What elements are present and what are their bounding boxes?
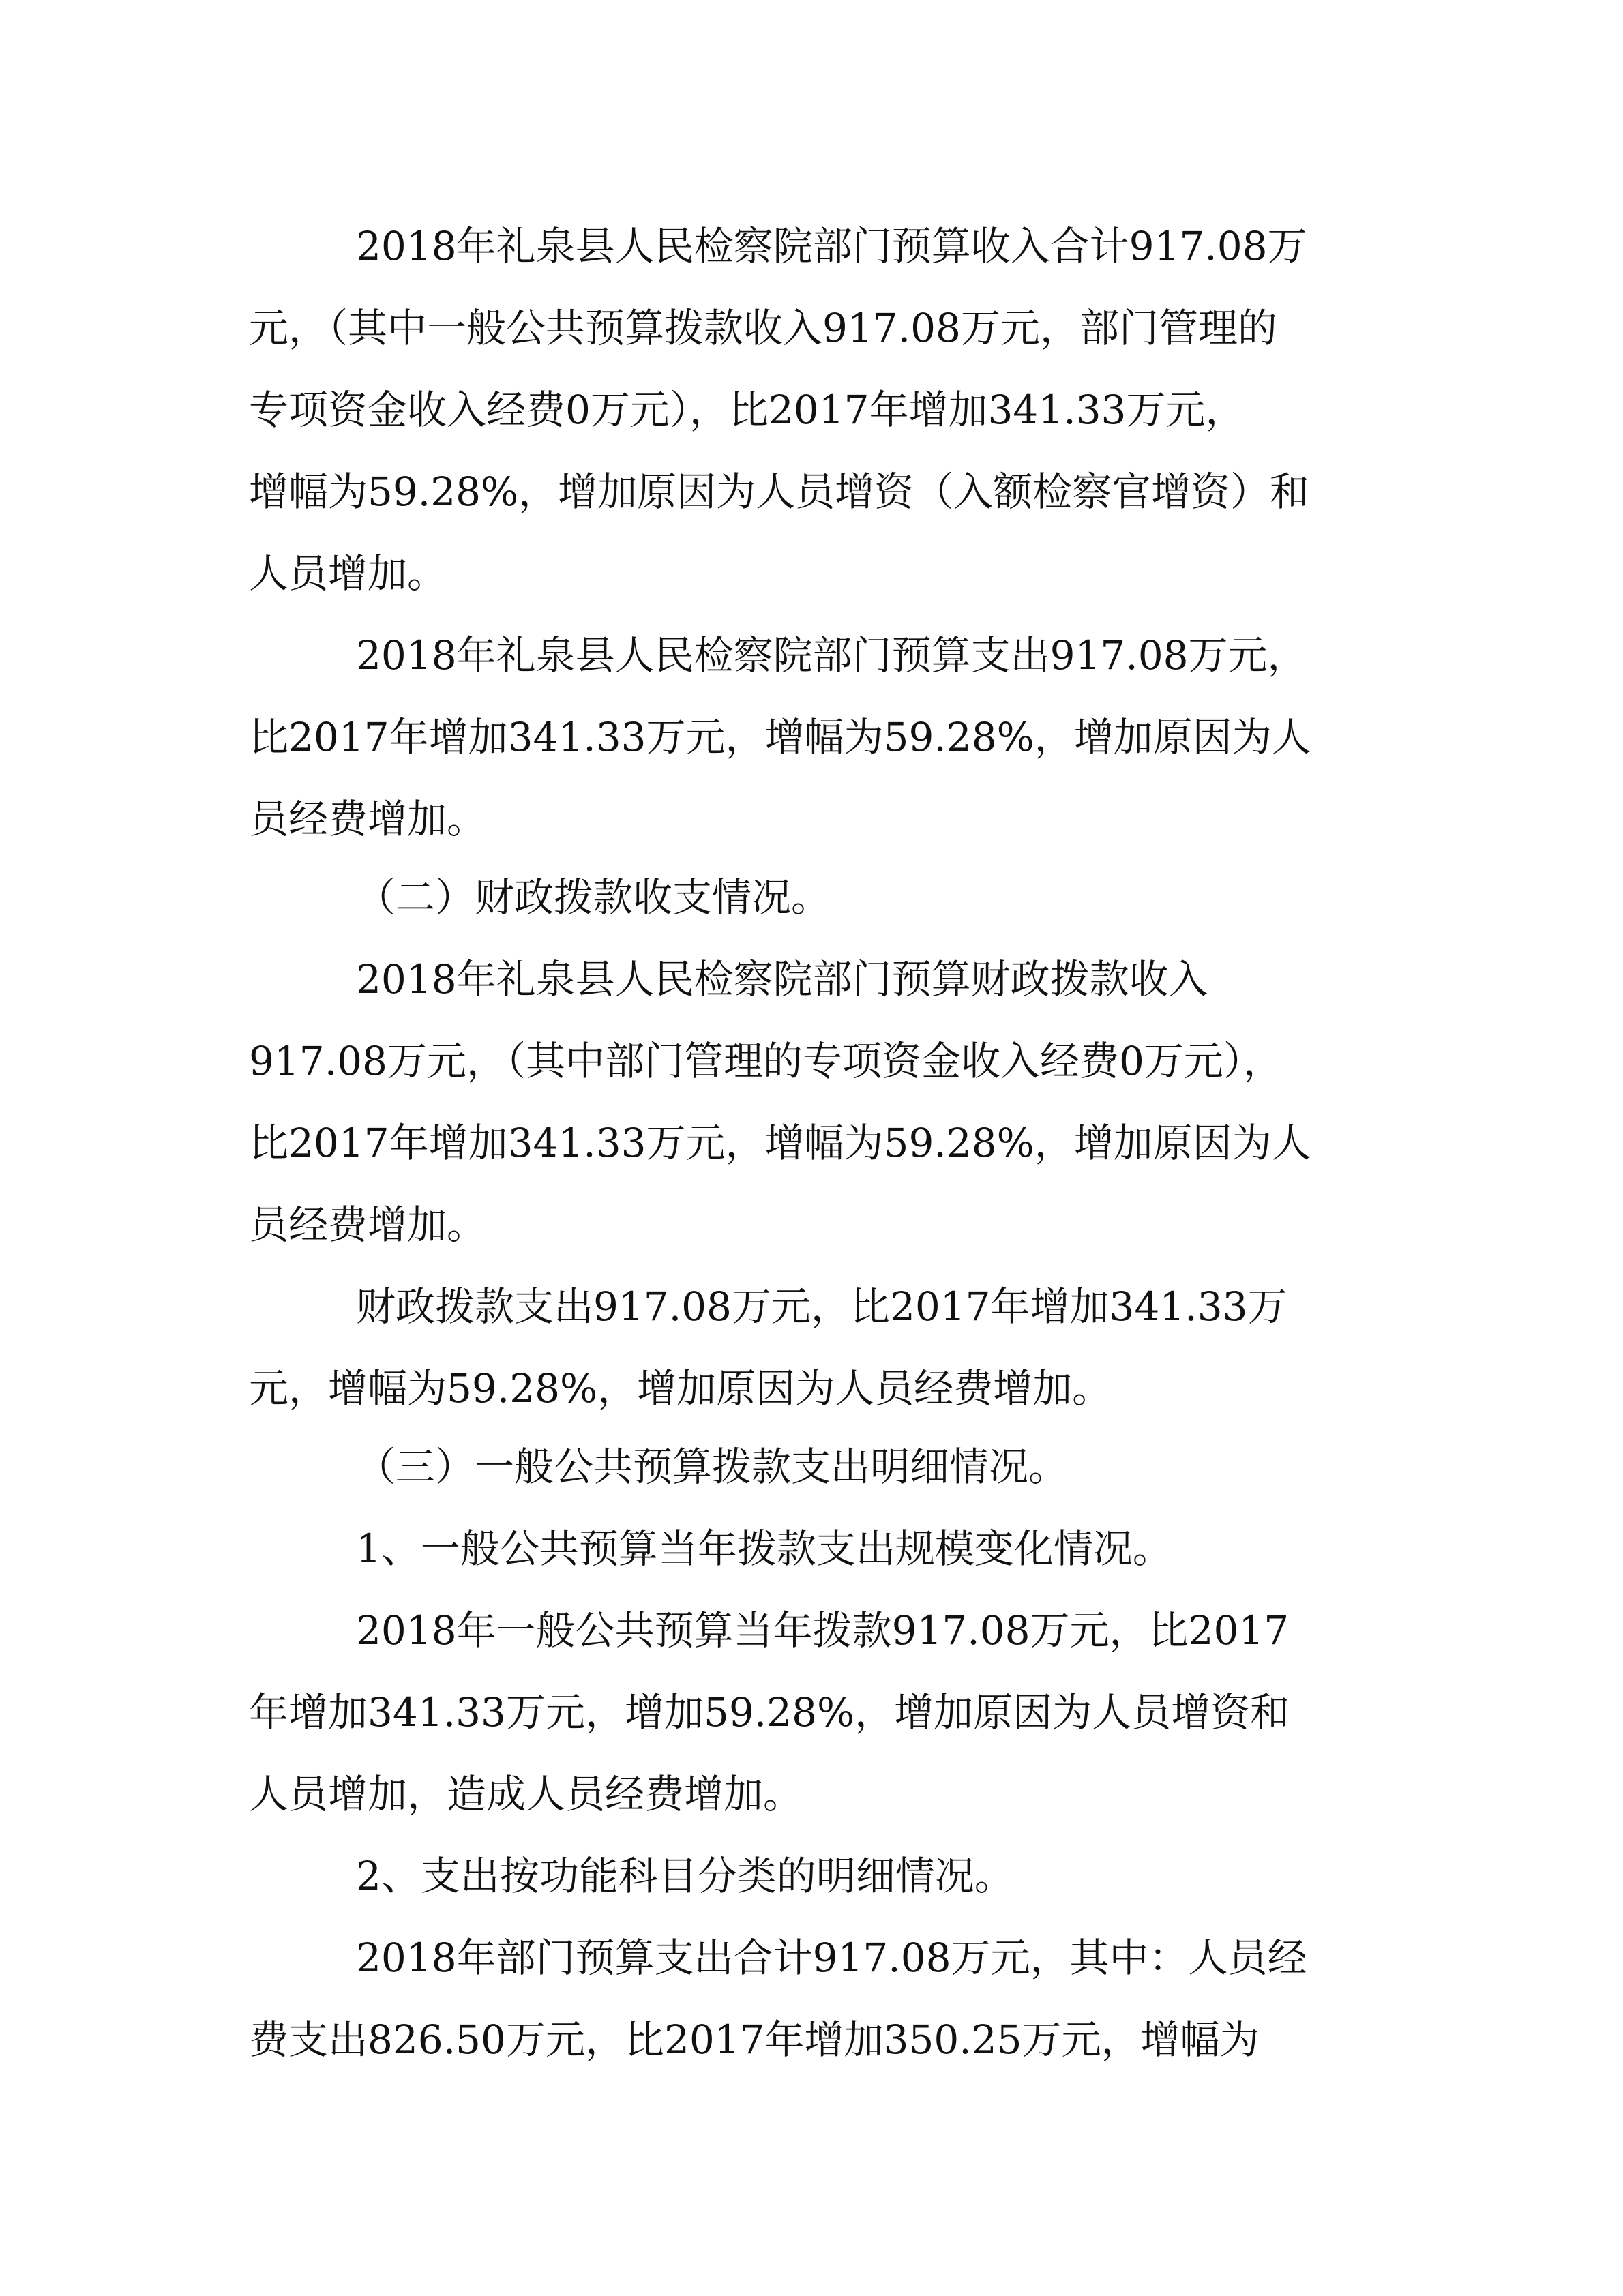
text-line: 2018年部门预算支出合计917.08万元，其中：人员经 xyxy=(356,1935,1307,1981)
text-line: 增幅为59.28%，增加原因为人员增资（入额检察官增资）和 xyxy=(249,468,1310,515)
text-line: 费支出826.50万元，比2017年增加350.25万元，增幅为 xyxy=(249,2016,1260,2063)
text-line: 917.08万元，（其中部门管理的专项资金收入经费0万元）， xyxy=(249,1038,1283,1084)
subsection-heading: 1、一般公共预算当年拨款支出规模变化情况。 xyxy=(356,1525,1172,1572)
text-line: 专项资金收入经费0万元），比2017年增加341.33万元， xyxy=(249,387,1245,433)
text-line: 2018年礼泉县人民检察院部门预算财政拨款收入 xyxy=(356,956,1208,1002)
section-heading: （二）财政拨款收支情况。 xyxy=(356,874,831,921)
text-line: 比2017年增加341.33万元，增幅为59.28%，增加原因为人 xyxy=(249,1120,1311,1166)
text-line: 元，增幅为59.28%，增加原因为人员经费增加。 xyxy=(249,1365,1112,1412)
text-line: 2018年一般公共预算当年拨款917.08万元，比2017 xyxy=(356,1607,1290,1654)
text-line: 年增加341.33万元，增加59.28%，增加原因为人员增资和 xyxy=(249,1689,1290,1735)
section-heading: （三）一般公共预算拨款支出明细情况。 xyxy=(356,1444,1069,1490)
subsection-heading: 2、支出按功能科目分类的明细情况。 xyxy=(356,1853,1014,1899)
text-line: 人员增加，造成人员经费增加。 xyxy=(249,1771,803,1817)
text-line: 2018年礼泉县人民检察院部门预算收入合计917.08万 xyxy=(356,223,1307,269)
text-line: 员经费增加。 xyxy=(249,1202,487,1248)
text-line: 元，（其中一般公共预算拨款收入917.08万元，部门管理的 xyxy=(249,305,1277,351)
text-line: 人员增加。 xyxy=(249,550,447,597)
text-line: 员经费增加。 xyxy=(249,796,487,842)
text-line: 2018年礼泉县人民检察院部门预算支出917.08万元， xyxy=(356,632,1307,679)
text-line: 比2017年增加341.33万元，增幅为59.28%，增加原因为人 xyxy=(249,714,1311,760)
text-line: 财政拨款支出917.08万元，比2017年增加341.33万 xyxy=(356,1283,1287,1330)
